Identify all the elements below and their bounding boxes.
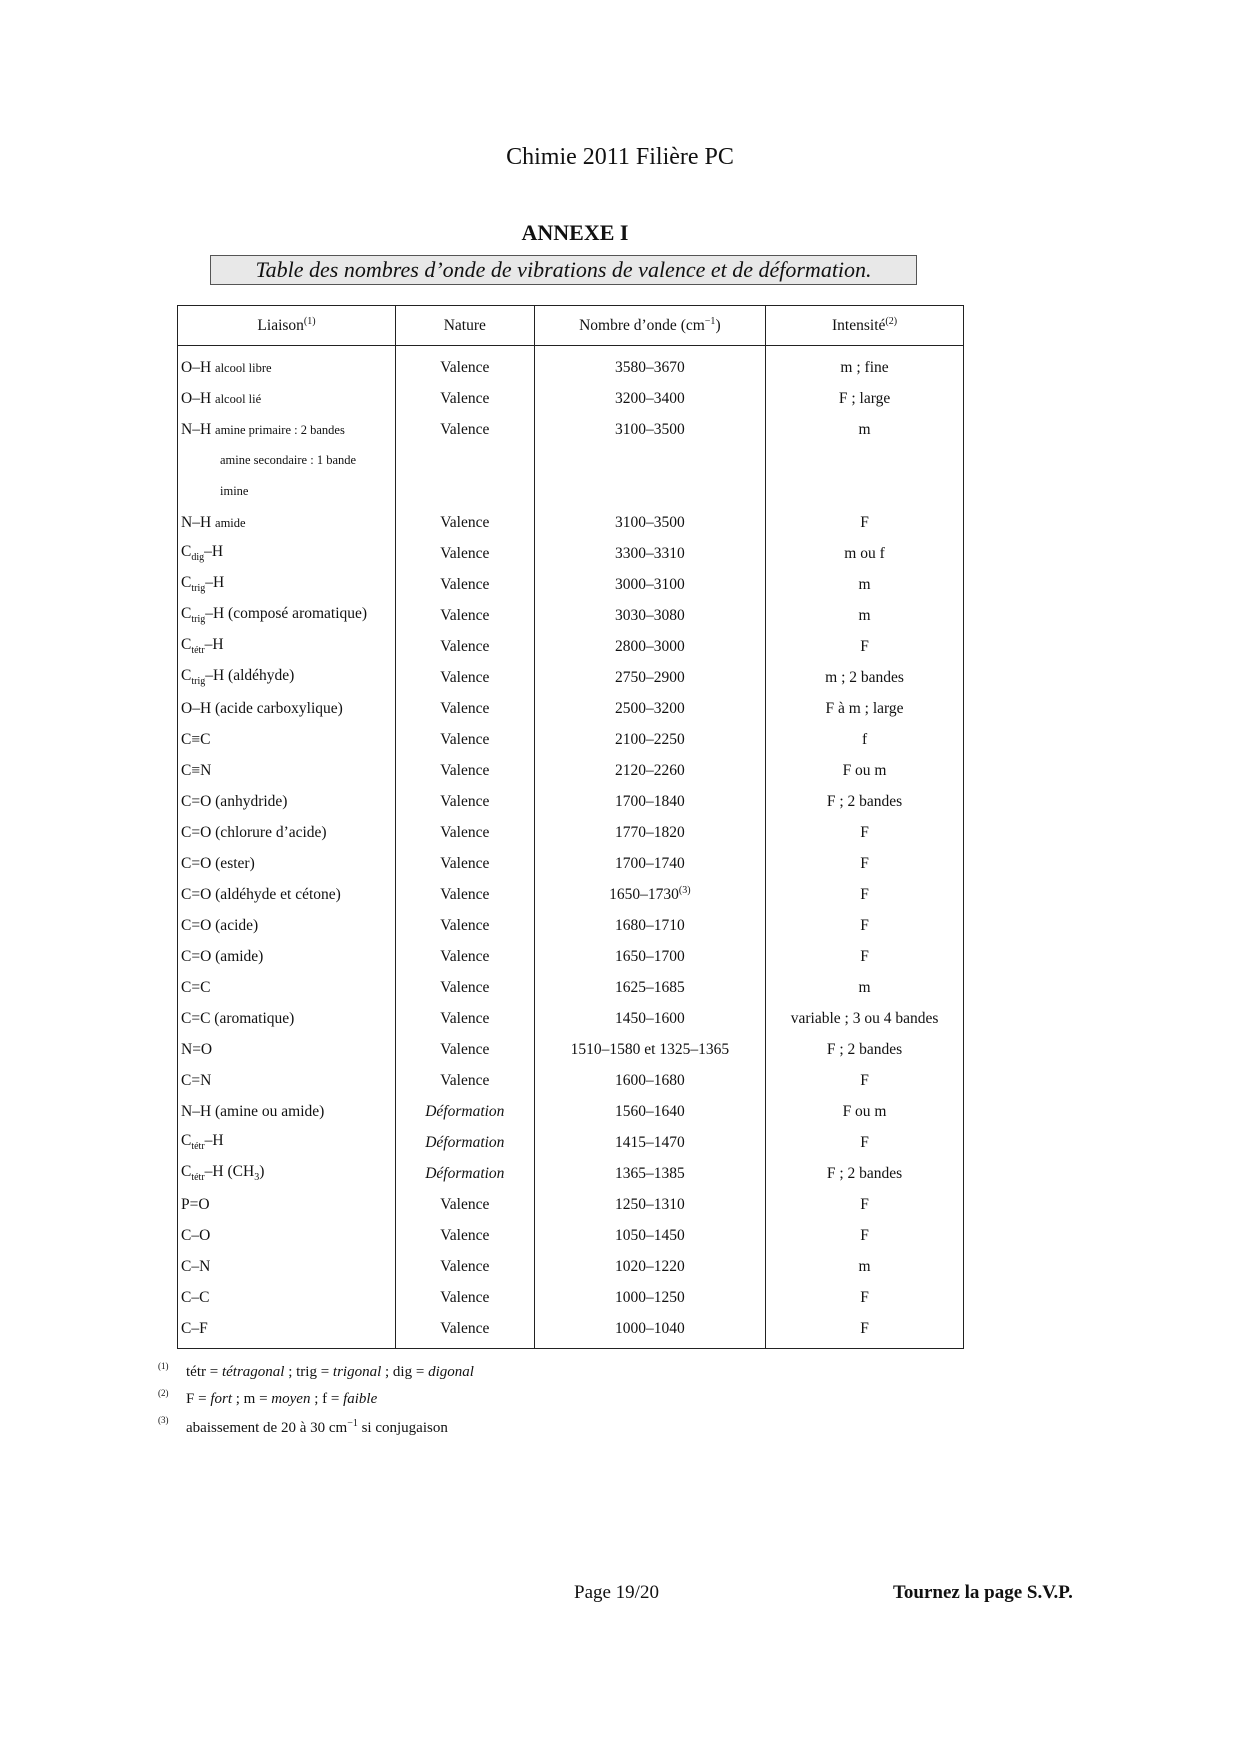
cell-intensity: F ; 2 bandes: [766, 1158, 964, 1189]
liaison-main: C–C: [181, 1288, 210, 1306]
cell-wavenumber: [534, 507, 765, 538]
page-number: Page 19/20: [574, 1582, 659, 1603]
table-row: [178, 879, 964, 910]
cell-liaison: [178, 445, 396, 476]
cell-liaison: [178, 1220, 396, 1251]
table-row: [178, 1096, 964, 1127]
wavenumber-range: 1700–1840: [614, 792, 685, 810]
footnote-part: ; dig =: [381, 1364, 429, 1380]
table-row: [178, 1127, 964, 1158]
table-row: [178, 786, 964, 817]
footnote-part: ; m =: [232, 1391, 272, 1407]
footnote-part: moyen: [271, 1391, 311, 1407]
footnote-part: tétragonal: [221, 1364, 285, 1380]
footnote-part: F =: [186, 1391, 211, 1407]
cell-nature: Valence: [396, 1251, 535, 1282]
cell-nature: Valence: [396, 941, 535, 972]
table-caption: Table des nombres d’onde de vibrations de valence et de déformation.: [210, 255, 917, 285]
cell-nature: Valence: [396, 972, 535, 1003]
col-wavenumber-exp: −1: [704, 315, 716, 327]
wavenumber-range: 1680–1710: [614, 916, 685, 934]
cell-nature: [396, 445, 535, 476]
cell-wavenumber: [534, 476, 765, 507]
cell-wavenumber: [534, 879, 765, 910]
table-row: [178, 755, 964, 786]
col-liaison-label: Liaison: [257, 317, 304, 335]
liaison-main: C=O (anhydride): [181, 792, 288, 810]
cell-liaison: [178, 662, 396, 693]
cell-liaison: [178, 972, 396, 1003]
liaison-hybridization: tétr: [191, 645, 205, 657]
cell-liaison: [178, 346, 396, 384]
cell-intensity: variable ; 3 ou 4 bandes: [766, 1003, 964, 1034]
liaison-atom: C: [181, 636, 192, 654]
wavenumber-table: [177, 305, 964, 1349]
cell-wavenumber: [534, 414, 765, 445]
liaison-main: C=C: [181, 978, 211, 996]
cell-nature: Valence: [396, 538, 535, 569]
cell-intensity: F: [766, 1282, 964, 1313]
cell-liaison: [178, 786, 396, 817]
cell-liaison: [178, 507, 396, 538]
table-row: [178, 817, 964, 848]
liaison-sub-label: imine: [220, 484, 249, 498]
liaison-main: O–H: [181, 358, 212, 376]
liaison-atom: C: [181, 1132, 192, 1150]
document-header: Chimie 2011 Filière PC: [506, 144, 734, 170]
cell-wavenumber: [534, 1096, 765, 1127]
cell-liaison: [178, 476, 396, 507]
cell-wavenumber: [534, 1189, 765, 1220]
cell-intensity: F: [766, 848, 964, 879]
cell-nature: Valence: [396, 1065, 535, 1096]
liaison-rest: –H: [204, 543, 224, 561]
liaison-rest: –H (composé aromatique): [205, 605, 368, 623]
cell-liaison: [178, 910, 396, 941]
wavenumber-range: 1000–1250: [614, 1288, 685, 1306]
table-row: [178, 662, 964, 693]
cell-intensity: m ou f: [766, 538, 964, 569]
cell-liaison: [178, 1003, 396, 1034]
cell-liaison: [178, 538, 396, 569]
cell-intensity: F: [766, 1065, 964, 1096]
wavenumber-range: 1510–1580 et 1325–1365: [570, 1040, 730, 1058]
cell-nature: [396, 476, 535, 507]
liaison-rest: –H: [204, 1132, 224, 1150]
cell-wavenumber: [534, 1251, 765, 1282]
liaison-main: C–O: [181, 1226, 211, 1244]
footnote-text: [186, 1418, 448, 1437]
wavenumber-range: 1600–1680: [614, 1071, 685, 1089]
liaison-main: C=O (amide): [181, 947, 264, 965]
table-row: [178, 1189, 964, 1220]
cell-intensity: F: [766, 1189, 964, 1220]
liaison-hybridization: tétr: [191, 1141, 205, 1153]
cell-wavenumber: [534, 1220, 765, 1251]
table-row: [178, 910, 964, 941]
cell-nature: Déformation: [396, 1127, 535, 1158]
liaison-main: N=O: [181, 1040, 213, 1058]
cell-wavenumber: [534, 1065, 765, 1096]
cell-nature: Valence: [396, 910, 535, 941]
cell-nature: Valence: [396, 817, 535, 848]
cell-wavenumber: [534, 817, 765, 848]
liaison-atom: C: [181, 605, 192, 623]
cell-wavenumber: [534, 1127, 765, 1158]
cell-nature: Valence: [396, 1189, 535, 1220]
wavenumber-range: 1250–1310: [614, 1195, 685, 1213]
wavenumber-range: 1650–1730: [609, 886, 679, 904]
footnote-mark: (1): [158, 1361, 169, 1371]
liaison-main: C=O (acide): [181, 916, 259, 934]
footnote-part: digonal: [428, 1364, 474, 1380]
liaison-main: N–H (amine ou amide): [181, 1102, 325, 1120]
wavenumber-range: 3580–3670: [614, 358, 685, 376]
wavenumber-range: 1050–1450: [614, 1226, 685, 1244]
footnote-part: trigonal: [332, 1364, 382, 1380]
wavenumber-range: 2500–3200: [614, 699, 685, 717]
cell-liaison: [178, 383, 396, 414]
table-row: [178, 1313, 964, 1349]
liaison-main: C=O (chlorure d’acide): [181, 823, 327, 841]
cell-nature: Valence: [396, 631, 535, 662]
header-row: [178, 306, 964, 346]
liaison-main: O–H (acide carboxylique): [181, 699, 343, 717]
table-row: [178, 1251, 964, 1282]
wavenumber-range: 2100–2250: [614, 730, 685, 748]
table-row: [178, 693, 964, 724]
liaison-rest: –H (aldéhyde): [205, 667, 295, 685]
cell-liaison: [178, 1189, 396, 1220]
table-row: [178, 1158, 964, 1189]
table-row: [178, 569, 964, 600]
cell-intensity: f: [766, 724, 964, 755]
cell-nature: Déformation: [396, 1158, 535, 1189]
cell-intensity: m: [766, 972, 964, 1003]
wavenumber-range: 1365–1385: [614, 1164, 685, 1182]
cell-wavenumber: [534, 383, 765, 414]
liaison-main: P=O: [181, 1195, 210, 1213]
liaison-main: O–H: [181, 389, 212, 407]
cell-nature: Valence: [396, 724, 535, 755]
table-row: [178, 631, 964, 662]
cell-nature: Valence: [396, 383, 535, 414]
col-intensite-label: Intensité: [832, 317, 886, 335]
cell-intensity: F: [766, 1127, 964, 1158]
col-wavenumber-label: Nombre d’onde (cm: [579, 317, 705, 335]
liaison-sub-label: amine secondaire : 1 bande: [220, 453, 357, 467]
table-row: [178, 346, 964, 384]
cell-liaison: [178, 1313, 396, 1349]
cell-liaison: [178, 600, 396, 631]
table-row: [178, 600, 964, 631]
cell-liaison: [178, 1282, 396, 1313]
cell-liaison: [178, 1096, 396, 1127]
footnote-part: si conjugaison: [357, 1420, 448, 1436]
wavenumber-range: 3100–3500: [614, 513, 685, 531]
cell-liaison: [178, 941, 396, 972]
cell-liaison: [178, 414, 396, 445]
table-row: [178, 538, 964, 569]
cell-liaison: [178, 631, 396, 662]
cell-liaison: [178, 569, 396, 600]
cell-intensity: m: [766, 569, 964, 600]
footnote-part: ; trig =: [284, 1364, 333, 1380]
table-row: [178, 1282, 964, 1313]
cell-wavenumber: [534, 569, 765, 600]
footnote-part: fort: [210, 1391, 232, 1407]
cell-wavenumber: [534, 1282, 765, 1313]
cell-nature: Valence: [396, 600, 535, 631]
cell-wavenumber: [534, 693, 765, 724]
liaison-hybridization: trig: [191, 583, 206, 595]
cell-nature: Valence: [396, 662, 535, 693]
liaison-hybridization: trig: [191, 676, 206, 688]
liaison-rest: –H: [205, 574, 225, 592]
cell-liaison: [178, 848, 396, 879]
footnote-part: −1: [347, 1418, 358, 1429]
cell-wavenumber: [534, 848, 765, 879]
table-row: [178, 383, 964, 414]
table-row: [178, 476, 964, 507]
cell-intensity: F ; 2 bandes: [766, 786, 964, 817]
cell-intensity: F: [766, 507, 964, 538]
cell-intensity: F ou m: [766, 755, 964, 786]
liaison-hybridization: trig: [191, 614, 206, 626]
cell-wavenumber: [534, 724, 765, 755]
table-row: [178, 445, 964, 476]
liaison-rest: –H (CH: [204, 1163, 255, 1181]
cell-intensity: F à m ; large: [766, 693, 964, 724]
table-row: [178, 1065, 964, 1096]
cell-wavenumber: [534, 662, 765, 693]
cell-wavenumber: [534, 972, 765, 1003]
table-row: [178, 1003, 964, 1034]
table-row: [178, 848, 964, 879]
cell-intensity: m ; 2 bandes: [766, 662, 964, 693]
cell-nature: Valence: [396, 786, 535, 817]
liaison-main: C–F: [181, 1319, 208, 1337]
cell-intensity: F: [766, 910, 964, 941]
cell-wavenumber: [534, 445, 765, 476]
liaison-detail: alcool lié: [215, 391, 262, 406]
table-row: [178, 724, 964, 755]
cell-intensity: m: [766, 414, 964, 445]
table-row: [178, 941, 964, 972]
cell-nature: Valence: [396, 414, 535, 445]
footnote-mark: (2): [158, 1388, 169, 1398]
wavenumber-range: 3000–3100: [614, 575, 685, 593]
cell-nature: Valence: [396, 693, 535, 724]
cell-liaison: [178, 817, 396, 848]
cell-liaison: [178, 755, 396, 786]
cell-liaison: [178, 879, 396, 910]
wavenumber-range: 3300–3310: [614, 544, 685, 562]
liaison-main: C=N: [181, 1071, 212, 1089]
col-header-intensite: [766, 306, 964, 346]
table-header: [178, 306, 964, 346]
wavenumber-range: 1770–1820: [614, 823, 685, 841]
cell-intensity: F: [766, 1220, 964, 1251]
wavenumber-range: 2120–2260: [614, 761, 685, 779]
liaison-main: C=O (ester): [181, 854, 255, 872]
col-header-liaison: [178, 306, 396, 346]
liaison-atom: C: [181, 574, 192, 592]
cell-wavenumber: [534, 910, 765, 941]
liaison-main: C≡N: [181, 761, 212, 779]
wavenumber-range: 2800–3000: [614, 637, 685, 655]
cell-nature: Valence: [396, 1003, 535, 1034]
liaison-rest-sub: 3: [254, 1172, 260, 1184]
cell-intensity: F ou m: [766, 1096, 964, 1127]
liaison-main: C–N: [181, 1257, 211, 1275]
footnote-mark: (3): [158, 1415, 169, 1425]
cell-intensity: [766, 476, 964, 507]
cell-intensity: m ; fine: [766, 346, 964, 384]
cell-wavenumber: [534, 1313, 765, 1349]
cell-wavenumber: [534, 941, 765, 972]
cell-nature: Valence: [396, 879, 535, 910]
cell-wavenumber: [534, 631, 765, 662]
table-row: [178, 1220, 964, 1251]
wavenumber-range: 1450–1600: [614, 1009, 685, 1027]
cell-intensity: m: [766, 1251, 964, 1282]
cell-intensity: F: [766, 1313, 964, 1349]
footnote-part: abaissement de 20 à 30 cm: [186, 1420, 348, 1436]
cell-wavenumber: [534, 755, 765, 786]
footnote-part: tétr =: [186, 1364, 222, 1380]
liaison-atom: C: [181, 543, 192, 561]
turn-page-notice: Tournez la page S.V.P.: [893, 1582, 1073, 1603]
cell-liaison: [178, 693, 396, 724]
cell-wavenumber: [534, 1034, 765, 1065]
cell-nature: Valence: [396, 848, 535, 879]
footnote-part: faible: [343, 1391, 378, 1407]
wavenumber-range: 2750–2900: [614, 668, 685, 686]
liaison-hybridization: tétr: [191, 1172, 205, 1184]
cell-liaison: [178, 1034, 396, 1065]
table-body: [178, 346, 964, 1349]
wavenumber-range: 1560–1640: [614, 1102, 685, 1120]
table-row: [178, 414, 964, 445]
wavenumber-range: 1000–1040: [614, 1319, 685, 1337]
col-header-nature: Nature: [396, 306, 535, 346]
wavenumber-range: 1650–1700: [614, 947, 685, 965]
wavenumber-note-ref: (3): [678, 884, 691, 896]
table-row: [178, 972, 964, 1003]
cell-wavenumber: [534, 538, 765, 569]
liaison-main: C≡C: [181, 730, 211, 748]
cell-intensity: F: [766, 879, 964, 910]
col-liaison-ref: (1): [303, 315, 316, 327]
cell-intensity: m: [766, 600, 964, 631]
wavenumber-range: 3200–3400: [614, 389, 685, 407]
cell-liaison: [178, 1127, 396, 1158]
liaison-detail: amide: [215, 515, 246, 530]
liaison-rest: –H: [204, 636, 224, 654]
liaison-main: C=O (aldéhyde et cétone): [181, 885, 341, 903]
cell-nature: Valence: [396, 1313, 535, 1349]
liaison-hybridization: dig: [191, 552, 205, 564]
liaison-main: N–H: [181, 513, 212, 531]
cell-wavenumber: [534, 1158, 765, 1189]
cell-liaison: [178, 1158, 396, 1189]
cell-nature: Valence: [396, 507, 535, 538]
cell-intensity: F: [766, 941, 964, 972]
liaison-detail: alcool libre: [215, 360, 272, 375]
wavenumber-range: 3100–3500: [614, 420, 685, 438]
cell-intensity: F ; large: [766, 383, 964, 414]
cell-nature: Valence: [396, 1220, 535, 1251]
wavenumber-range: 1700–1740: [614, 854, 685, 872]
cell-wavenumber: [534, 786, 765, 817]
wavenumber-range: 1415–1470: [614, 1133, 685, 1151]
wavenumber-range: 1625–1685: [614, 978, 685, 996]
cell-intensity: [766, 445, 964, 476]
cell-wavenumber: [534, 1003, 765, 1034]
cell-liaison: [178, 724, 396, 755]
footnote-text: [186, 1364, 474, 1381]
cell-liaison: [178, 1251, 396, 1282]
cell-nature: Valence: [396, 1282, 535, 1313]
liaison-main: N–H: [181, 420, 212, 438]
liaison-detail: amine primaire : 2 bandes: [215, 422, 345, 437]
wavenumber-range: 3030–3080: [614, 606, 685, 624]
liaison-atom: C: [181, 1163, 192, 1181]
table-row: [178, 1034, 964, 1065]
annexe-title: ANNEXE I: [521, 220, 629, 245]
liaison-rest-end: ): [259, 1163, 265, 1181]
cell-nature: Valence: [396, 1034, 535, 1065]
cell-nature: Valence: [396, 346, 535, 384]
cell-nature: Valence: [396, 755, 535, 786]
col-wavenumber-close: ): [715, 317, 721, 335]
footnote-part: ; f =: [310, 1391, 344, 1407]
wavenumber-range: 1020–1220: [614, 1257, 685, 1275]
col-intensite-ref: (2): [885, 315, 898, 327]
cell-intensity: F: [766, 631, 964, 662]
footnote-text: [186, 1391, 377, 1408]
liaison-main: C=C (aromatique): [181, 1009, 295, 1027]
cell-intensity: F: [766, 817, 964, 848]
cell-liaison: [178, 1065, 396, 1096]
cell-intensity: F ; 2 bandes: [766, 1034, 964, 1065]
table-row: [178, 507, 964, 538]
col-header-wavenumber: [534, 306, 765, 346]
cell-nature: Déformation: [396, 1096, 535, 1127]
cell-wavenumber: [534, 346, 765, 384]
liaison-atom: C: [181, 667, 192, 685]
cell-wavenumber: [534, 600, 765, 631]
cell-nature: Valence: [396, 569, 535, 600]
